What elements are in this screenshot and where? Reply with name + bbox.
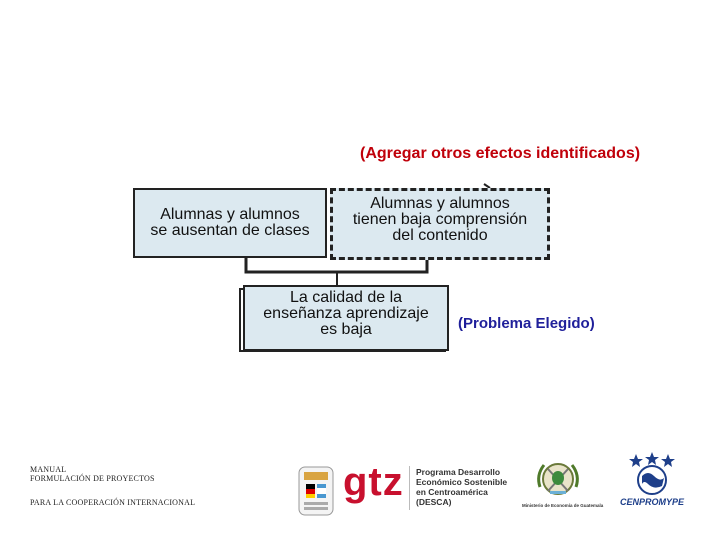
note-problem-chosen: (Problema Elegido) [458, 315, 595, 332]
problem-line1: La calidad de la [289, 289, 403, 306]
effect-box-comprehension [330, 188, 550, 260]
gtz-logo: gtz [343, 460, 404, 504]
effect-comprehension-line1: Alumnas y alumnos [370, 195, 510, 212]
manual-line2: FORMULACIÓN DE PROYECTOS [30, 474, 155, 483]
effect-comprehension-line2: tienen baja comprensión [352, 211, 528, 228]
problem-box [243, 285, 449, 351]
problem-line3: es baja [320, 321, 372, 338]
ministry-caption: Ministerio de Economía de Guatemala [522, 503, 604, 508]
effect-absence-line2: se ausentan de clases [150, 222, 310, 239]
gtz-divider [409, 466, 410, 510]
effect-box-absence [133, 188, 327, 258]
program-line4: (DESCA) [416, 497, 452, 507]
program-line2: Económico Sostenible [416, 477, 508, 487]
note-other-effects: (Agregar otros efectos identificados) [360, 145, 641, 162]
effect-comprehension-line3: del contenido [392, 227, 488, 244]
manual-line3: PARA LA COOPERACIÓN INTERNACIONAL [30, 498, 196, 507]
manual-line1: MANUAL [30, 465, 67, 474]
cenpromype-logo: CENPROMYPE [620, 497, 685, 507]
cenpromype-logo-mark [618, 450, 686, 496]
problem-line2: enseñanza aprendizaje [263, 305, 429, 322]
program-line3: en Centroamérica [416, 487, 488, 497]
program-desca-logo [416, 467, 507, 507]
cooperation-badge-logo [298, 466, 334, 516]
manual-caption [30, 465, 155, 483]
guatemala-coat-of-arms-icon [530, 457, 586, 503]
program-line1: Programa Desarrollo [416, 467, 501, 477]
effect-absence-line1: Alumnas y alumnos [160, 206, 300, 223]
